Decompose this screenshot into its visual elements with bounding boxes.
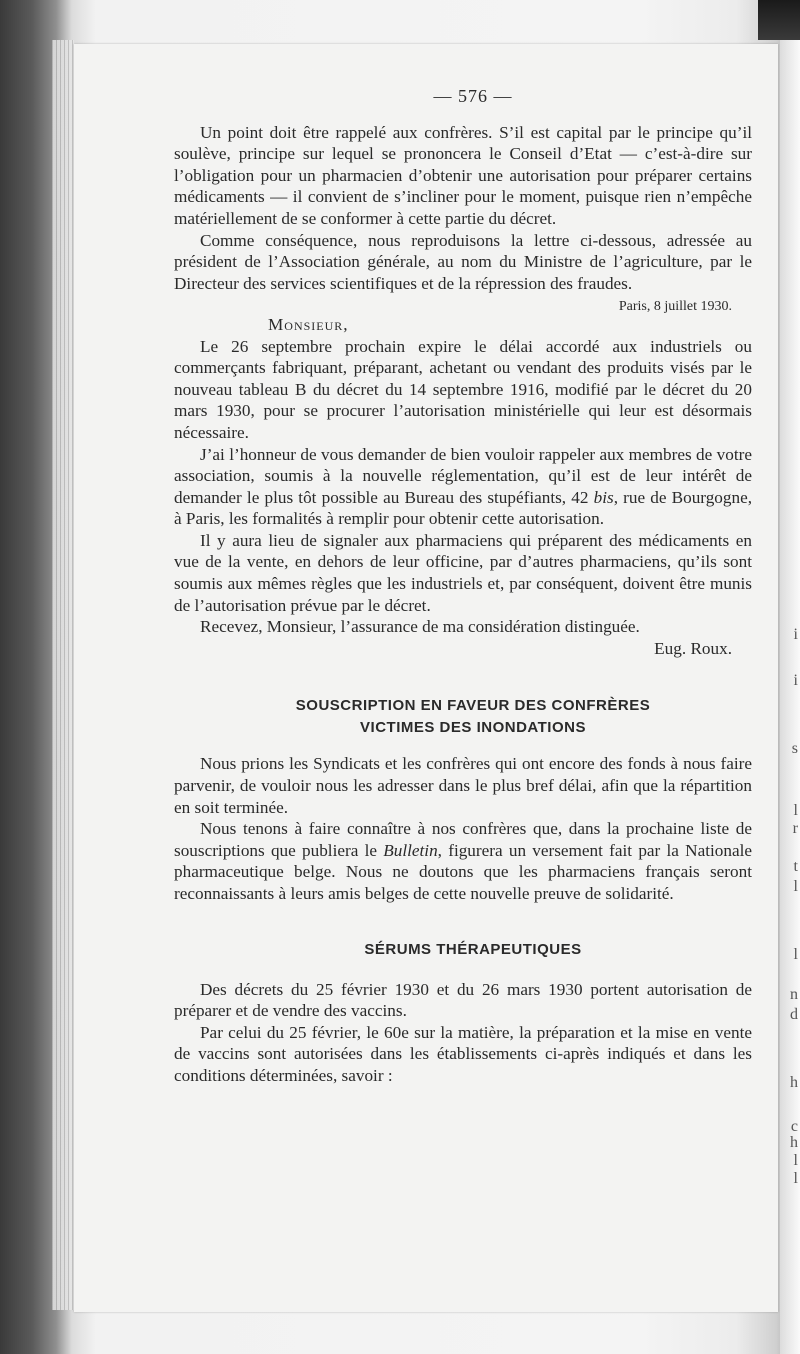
section-heading-souscription [174,695,752,739]
page-number: — 576 — [433,86,513,106]
margin-glyph: i [793,626,798,643]
serums-paragraph-2: Par celui du 25 février, le 60e sur la matière, la préparation et la mise en vente de vaccins sont autorisées dans les établissements ci-après indiqués et dans les conditions déterminées, savoir : [174,1022,752,1085]
bulletin-title: Bulletin [383,840,438,860]
letter-paragraph-2 [174,444,752,530]
letter-salutation: Monsieur, [268,314,349,334]
intro-paragraph-2: Comme conséquence, nous reproduisons la lettre ci-dessous, adressée au président de l’Association générale, au nom du Ministre de l’agriculture, par le Directeur des services scientifiques et de la répression des fraudes. [174,230,752,293]
souscription-paragraph-1: Nous prions les Syndicats et les confrères qui ont encore des fonds à nous faire parvenir, de vouloir nous les adresser dans le plus bref délai, afin que la répartition en soit terminée. [174,754,752,817]
letter-paragraph-2-text-b: , rue de Bourgogne, à Paris, les formalités à remplir pour obtenir cette autorisation. [174,487,752,529]
facing-page-edge [780,40,800,1354]
letter-date: Paris, 8 juillet 1930. [618,299,732,315]
section-heading-line-2: VICTIMES DES INONDATIONS [360,719,586,737]
intro-paragraph-1: Un point doit être rappelé aux confrères. S’il est capital par le principe qu’il soulève, principe sur lequel se prononcera le Conseil d’Etat — c’est-à-dire sur l’obligation pour un pharmacien d’obtenir une autorisation pour préparer certains médicaments — il convient de s’incliner pour le moment, puisque rien n’empêche matériellement de se conformer à cette partie du décret. [174,122,752,228]
scan-corner-shadow [758,0,800,40]
margin-glyph: h [790,1134,798,1151]
margin-glyph: l [793,1152,798,1169]
souscription-paragraph-2 [174,818,752,904]
book-spine-edge [52,40,74,1310]
margin-glyph: i [793,672,798,689]
section-heading-line-1: SOUSCRIPTION EN FAVEUR DES CONFRÈRES [295,697,651,715]
souscription-paragraph-2-text-a: Nous tenons à faire connaître à nos confrères que, dans la prochaine liste de souscriptions que publiera le [174,819,752,860]
margin-glyph: l [793,1170,798,1187]
letter-paragraph-3: Il y aura lieu de signaler aux pharmaciens qui préparent des médicaments en vue de la vente, en dehors de leur officine, par d’autres pharmaciens, qu’ils sont soumis aux mêmes règles que les industriels et, par conséquent, doivent être munis de l’autorisation prévue par le décret. [174,530,752,615]
souscription-paragraph-2-text-b: , figurera un versement fait par la Nationale pharmaceutique belge. Nous ne doutons que les pharmaciens français seront reconnaissants à leurs amis belges de cette nouvelle preuve de solidarité. [174,840,752,903]
margin-glyph: d [790,1006,798,1023]
serums-paragraph-1: Des décrets du 25 février 1930 et du 26 mars 1930 portent autorisation de préparer et de vendre des vaccins. [174,979,752,1021]
letter-paragraph-2-bis: bis [593,487,614,507]
letter-signature: Eug. Roux. [654,638,732,658]
margin-glyph: l [793,802,798,819]
margin-glyph: l [793,946,798,963]
letter-paragraph-4: Recevez, Monsieur, l’assurance de ma considération distinguée. [200,617,640,637]
page-text [174,86,752,1087]
margin-glyph: n [790,986,798,1003]
margin-glyph: c [790,1118,798,1135]
margin-glyph: s [791,740,798,757]
letter-paragraph-2-text-a: J’ai l’honneur de vous demander de bien vouloir rappeler aux membres de votre association, soumis à la nouvelle réglementation, qu’il est de leur intérêt de demander le plus tôt possible au Bureau des stupéfiants, 42 [174,444,752,507]
margin-glyph: h [790,1074,798,1091]
letter-paragraph-1: Le 26 septembre prochain expire le délai accordé aux industriels ou commerçants fabriquant, préparant, achetant ou vendant des produits visés par le nouveau tableau B du décret du 14 septembre 1916, modifié par le décret du 20 mars 1930, pour se procurer l’autorisation ministérielle qui leur est désormais nécessaire. [174,336,752,442]
margin-glyph: t [793,858,798,875]
margin-glyph: r [792,820,798,837]
section-heading-serums: SÉRUMS THÉRAPEUTIQUES [364,940,582,958]
margin-glyph: l [793,878,798,895]
